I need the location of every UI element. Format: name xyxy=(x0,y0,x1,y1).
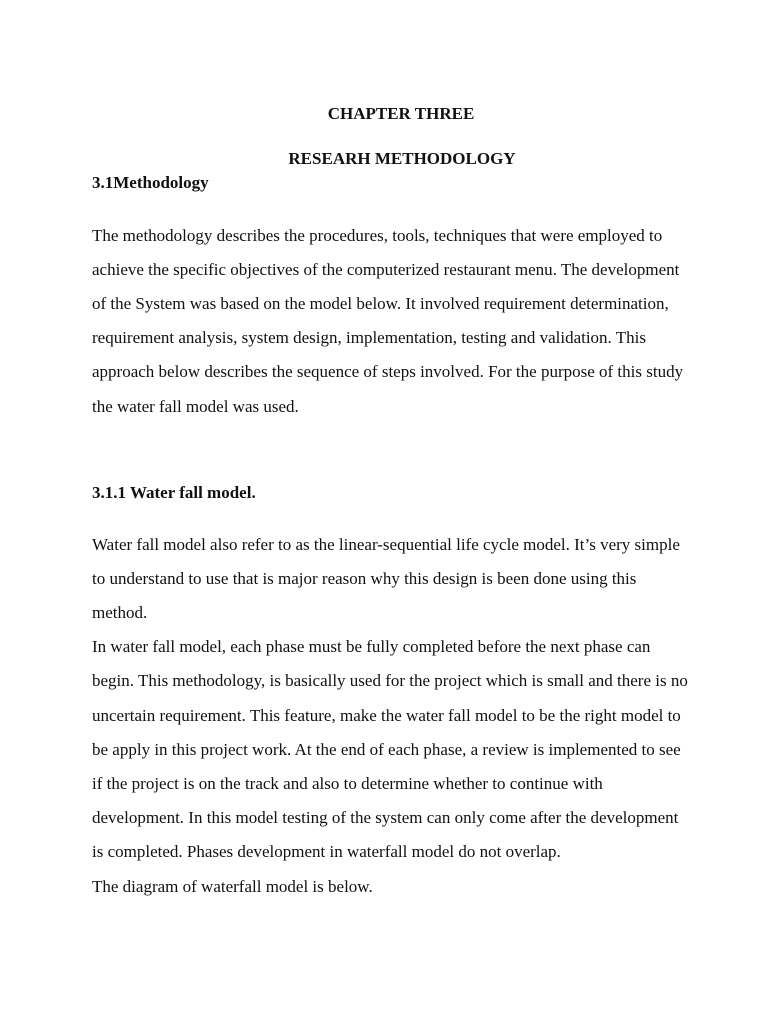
waterfall-paragraph-line: is completed. Phases development in waterfall model do not overlap. xyxy=(92,842,561,861)
waterfall-paragraph-line: if the project is on the track and also to determine whether to continue with xyxy=(92,774,603,793)
methodology-paragraph-line: The methodology describes the procedures, tools, techniques that were employed to xyxy=(92,226,663,245)
methodology-heading: 3.1Methodology xyxy=(92,173,209,192)
waterfall-heading: 3.1.1 Water fall model. xyxy=(92,483,256,502)
methodology-paragraph-line: approach below describes the sequence of steps involved. For the purpose of this study xyxy=(92,362,684,381)
section-title: RESEARH METHODOLOGY xyxy=(288,149,516,168)
waterfall-paragraph-line: In water fall model, each phase must be fully completed before the next phase can xyxy=(92,637,651,656)
waterfall-paragraph-line: begin. This methodology, is basically used for the project which is small and there is no xyxy=(92,671,688,690)
waterfall-paragraph-line: to understand to use that is major reason why this design is been done using this xyxy=(92,569,637,588)
chapter-title: CHAPTER THREE xyxy=(327,104,475,123)
methodology-paragraph-line: of the System was based on the model below. It involved requirement determination, xyxy=(92,294,669,313)
waterfall-paragraph-line: be apply in this project work. At the end of each phase, a review is implemented to see xyxy=(92,740,681,759)
waterfall-paragraph-line: method. xyxy=(92,603,148,622)
methodology-paragraph-line: the water fall model was used. xyxy=(92,397,299,416)
methodology-paragraph-line: requirement analysis, system design, implementation, testing and validation. This xyxy=(92,328,646,347)
methodology-paragraph-line: achieve the specific objectives of the computerized restaurant menu. The development xyxy=(92,260,680,279)
waterfall-paragraph-line: development. In this model testing of the system can only come after the development xyxy=(92,808,679,827)
waterfall-paragraph-line: uncertain requirement. This feature, make the water fall model to be the right model to xyxy=(92,706,681,725)
waterfall-paragraph-line: The diagram of waterfall model is below. xyxy=(92,877,373,896)
waterfall-paragraph-line: Water fall model also refer to as the linear-sequential life cycle model. It’s very simple xyxy=(92,535,680,554)
